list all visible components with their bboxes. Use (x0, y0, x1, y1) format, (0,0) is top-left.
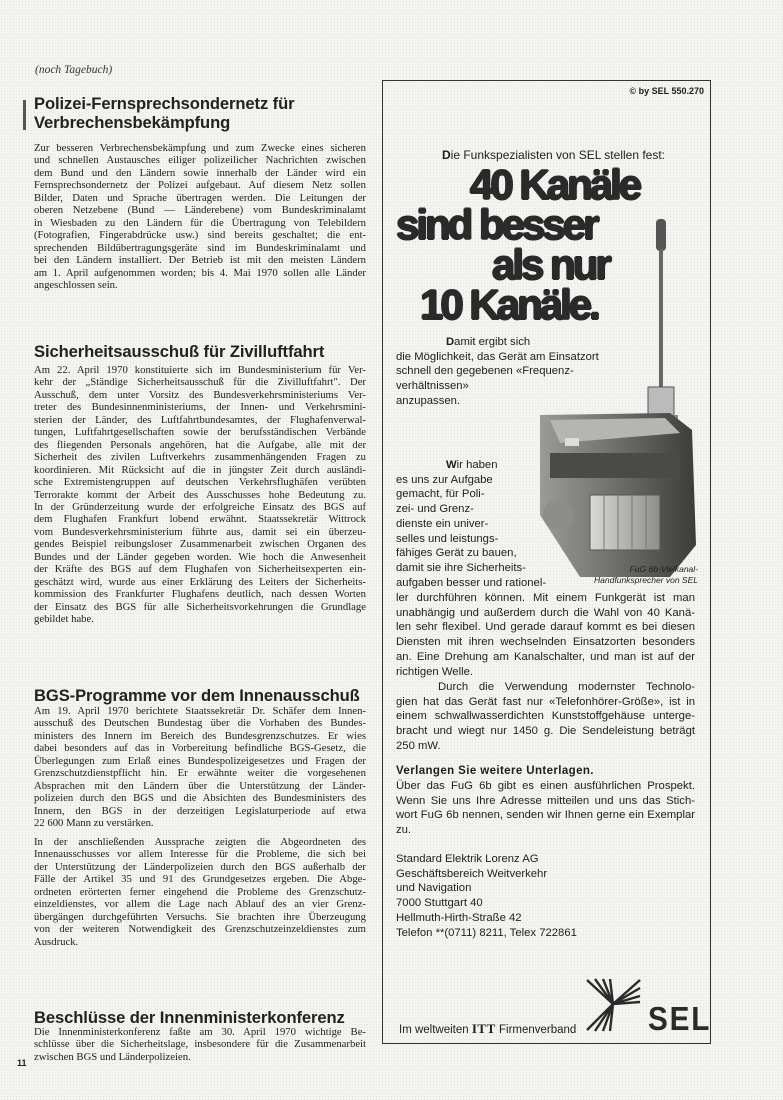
article-body-3b (34, 836, 366, 948)
text-line: oberen Netzebene (Bund — Länderebene) vom Bundeskriminalamt (34, 204, 366, 217)
text-line: bei den Ländern installiert. Der Betrieb ist mit den meisten Ländern (34, 254, 366, 267)
text-line: tungen, Luftfahrtgesellschaften sowie der berufsständischen Verbände (34, 426, 366, 439)
text-line: die Möglichkeit, das Gerät am Einsatzort (396, 350, 599, 363)
text-line: kommission des Frankfurter Flughafens deutlich, nach dessen Worten (34, 588, 366, 601)
text-line: schlüsse über die Sicherheitslage, insbesondere für die Zusammenarbeit (34, 1038, 366, 1051)
text-line: 250 mW. (396, 739, 441, 752)
text-line: bracht und wiegt nur 1450 g. Die Sendeleistung beträgt (396, 725, 695, 738)
article-body-4 (34, 1026, 366, 1063)
company-address (396, 852, 577, 940)
article-body-2 (34, 364, 366, 626)
text-line: der Unterstützung der Länderpolizeien durch den BGS außerhalb der (34, 860, 366, 873)
footer-text: Firmenverband (498, 1024, 577, 1036)
text-line: gemacht, für Poli- (396, 488, 485, 501)
text-line: Innern, den BGS in der derzeitigen Legislaturperiode auf etwa (34, 804, 366, 817)
text-line: 22 600 Mann zu verstärken. (34, 817, 154, 830)
ad-intro (442, 148, 665, 162)
text-line: es uns zur Aufgabe (396, 473, 493, 486)
text-line: kehr der „Ständige Sicherheitsausschuß für die Zivilluftfahrt". Der (34, 376, 366, 389)
caption-line: Handfunksprecher von SEL (594, 575, 698, 585)
text-line: dem Bund und den Ländern sowie innerhalb der Länder wird ein (34, 166, 366, 179)
ad-paragraph-2b (396, 591, 695, 679)
headline-line-4: 10 Kanäle. (420, 281, 598, 328)
text-line: 7000 Stuttgart 40 (396, 897, 483, 910)
text-line: der Einsatz des BGS für alle Sicherheitsvorkehrungen die Grundlage (34, 600, 366, 613)
sel-logo: SEL (648, 1000, 712, 1037)
text-line: In der anschließenden Aussprache zeigten die Abgeordneten des (34, 836, 366, 848)
headline-line-1: 40 Kanäle (470, 161, 640, 208)
text-line: und schnellen Austausches eiliger polizeilicher Nachrichten zwischen (34, 154, 366, 167)
text-line: Zur besseren Verbrechensbekämpfung und zum Zwecke eines sicheren (34, 142, 366, 154)
text-line: Wir haben (446, 459, 498, 471)
text-line: Am 19. April 1970 berichtete Staatssekretär Dr. Schäfer dem Innen- (34, 705, 366, 717)
text-line: gendes Beispiel reibungsloser Zusammenarbeit zwischen Organen des (34, 538, 366, 551)
title-line: Verbrechensbekämpfung (34, 113, 231, 132)
cta-text (396, 779, 695, 838)
text-line: Absprachen mit den Ländern über die Unterstützung der Länder- (34, 779, 366, 792)
text-line: ler durchführen können. Mit einem Funkgerät ist man (396, 592, 695, 604)
text-line: Geschäftsbereich Weitverkehr (396, 867, 548, 880)
text-line: richtigen Welle. (396, 665, 474, 678)
text-line: Ausschuß, dem unter Vorsitz des Bundesverkehrsministeriums Ver- (34, 388, 366, 401)
text-line: treter des Bundesinnenministeriums, der Innen- und Verkehrsmini- (34, 401, 366, 414)
text-line: Bundes und der Länder gegeben worden. Wie hoch die Anwesenheit (34, 550, 366, 563)
text-line: dabei besonders auf das in Vorbereitung befindliche BGS-Gesetz, die (34, 742, 366, 755)
text-line: aufgaben besser und rationel- (396, 576, 547, 589)
headline-line-3: als nur (492, 241, 609, 288)
text-line: einzeldienstes, vor allem die Lage nach Ablauf des an vier Grenz- (34, 898, 366, 911)
text-line: des fliegenden Personals angehören, hat die Aufgabe, alle mit der (34, 438, 366, 451)
text-line: In der Gründerzeitung wurde der erfolgreiche Einsatz des BGS auf (34, 500, 366, 513)
text-line: ministers des Innern im Bereich des Bundesgrenzschutzes. Er wies (34, 729, 366, 742)
text-line: sterien der Länder, des Luftfahrtbundesamtes, der Flughafenverwal- (34, 413, 366, 426)
text-line: zei- und Grenz- (396, 503, 474, 516)
text-line: fähiges Gerät zu bauen, (396, 547, 517, 560)
text-line: vom Bundesverkehrsministerium führte aus, damit sei ein überzeu- (34, 525, 366, 538)
text-line: Grenzschutzdienstpflicht hin. Er erwähnte weiter die vorgesehenen (34, 767, 366, 780)
article-title-2: Sicherheitsausschuß für Zivilluftfahrt (34, 342, 325, 361)
ad-paragraph-3 (396, 680, 695, 754)
caption-line: FuG 6b-Vielkanal- (629, 564, 698, 574)
text-line: am 1. April aufgenommen worden; bis 4. Mai 1970 sollen alle Länder (34, 266, 366, 279)
text-line: sprechenden Bildübertragungsgeräte sind im Bundeskriminalamt und (34, 241, 366, 254)
text-line: gebildet habe. (34, 613, 94, 626)
headline-line-2: sind besser (396, 201, 597, 248)
text-line: Sicherheit des zivilen Luftverkehrs zusammenhängenden Fragen zu (34, 451, 366, 464)
text-line: Standard Elektrik Lorenz AG (396, 853, 539, 865)
text-line: damit sie ihre Sicherheits- (396, 561, 526, 574)
article-title-3: BGS-Programme vor dem Innenausschuß (34, 686, 360, 705)
antenna-rod (659, 249, 663, 389)
text-line: anzupassen. (396, 394, 461, 407)
text-line: Ausdruck. (34, 935, 79, 948)
article-body-3a (34, 705, 366, 830)
text-line: Fälle der Artikel 35 und 91 des Grundgesetzes ergeben. Die Abge- (34, 873, 366, 886)
text-line: wort FuG 6b nennen, senden wir Ihnen gerne ein Exemplar (396, 809, 695, 822)
article-title-1 (34, 94, 295, 132)
section-note: (noch Tagebuch) (35, 64, 113, 76)
text-line: Fernsprechsondernetz der Polizei aufgebaut. Auf diesem Netz sollen (34, 179, 366, 192)
text-line: verhältnissen» (396, 380, 469, 393)
text-line: übergängen durchgeführten Versuchs. Sie brachten ihre Überzeugung (34, 910, 366, 923)
page-number: 11 (17, 1058, 27, 1068)
text-line: Durch die Verwendung modernster Technolo- (438, 681, 695, 693)
image-caption (572, 564, 698, 586)
sel-starburst-icon (585, 978, 645, 1038)
text-line: Überlegungen zum Erlaß eines Bundespolizeigesetzes und Fragen der (34, 754, 366, 767)
footer-text: Im weltweiten (399, 1024, 469, 1036)
text-line: Hellmuth-Hirth-Straße 42 (396, 911, 522, 924)
text-line: dienste ein univer- (396, 517, 489, 530)
text-line: sche Extremistengruppen auf deutschen Verkehrsflughäfen verübten (34, 476, 366, 489)
speaker (543, 500, 573, 530)
article-body-1 (34, 142, 366, 291)
text-line: dem Flughafen Frankfurt lobend erwähnt. Staatssekretär Wittrock (34, 513, 366, 526)
ad-paragraph-1 (396, 335, 599, 409)
margin-mark (23, 100, 26, 130)
text-line: von der weiteren Notwendigkeit des Grenzschutzeinzeldienstes zum (34, 923, 366, 936)
text-line: zu. (396, 824, 412, 837)
itt-logo: ITT (471, 1021, 496, 1036)
text-line: Terrorakte kommt der Arbeit des Ausschusses hohe Bedeutung zu. (34, 488, 366, 501)
text-line: koordinieren. Mit Rücksicht auf die in jüngster Zeit durch ausländi- (34, 463, 366, 476)
text-line: Damit ergibt sich (446, 336, 531, 348)
text-line: Über das FuG 6b gibt es einen ausführlichen Prospekt. (396, 780, 695, 792)
ad-paragraph-2a (396, 458, 546, 590)
text-line: Wenn Sie uns Ihre Adresse mitteilen und uns das Stich- (396, 794, 695, 807)
text-line: selles und leistungs- (396, 532, 499, 545)
text-line: einem schwallwasserdichten Kunststoffgehäuse unterge- (396, 710, 695, 723)
title-line: Polizei-Fernsprechsondernetz für (34, 94, 295, 113)
text-line: Innenausschusses vor allem Interesse für die Probleme, die sich bei (34, 848, 366, 861)
ad-footer (399, 1021, 576, 1037)
text-line: schnell den gegebenen «Frequenz- (396, 365, 574, 378)
lead-letter: D (446, 336, 455, 348)
text-line: Bilder, Daten und Sprache übertragen werden. Die Leitungen der (34, 191, 366, 204)
text-line: in Wiesbaden zu den Ländern für die Übertragung von Telebildern (34, 216, 366, 229)
ad-copyright: © by SEL 550.270 (629, 86, 704, 96)
ad-intro-text: Die Funkspezialisten von SEL stellen fest: (442, 148, 666, 162)
text-line: Diensten mit ihren wechselnden Einsatzorten besonders (396, 636, 695, 649)
text-line: len sehr flexibel. Und gerade darauf kommt es bei diesen (396, 621, 695, 634)
text-line: geschätzt wird, wurde aus einer Erklärung des Leiters der Sicherheits- (34, 575, 366, 588)
cta-title: Verlangen Sie weitere Unterlagen. (396, 765, 594, 777)
text-line: Die Innenministerkonferenz faßte am 30. April 1970 wichtige Be- (34, 1026, 366, 1038)
text-line: der Kräfte des BGS auf dem Flughafen von Sicherheitsexperten ein- (34, 563, 366, 576)
text-line: zwischen BGS und Länderpolizeien. (34, 1050, 191, 1063)
text-line: angeschlossen sein. (34, 278, 118, 291)
article-title-4: Beschlüsse der Innenministerkonferenz (34, 1008, 345, 1027)
text-line: Telefon **(0711) 8211, Telex 722861 (396, 926, 577, 939)
lead-letter: W (446, 459, 457, 471)
text-line: ordneten erörterten ferner eingehend die Probleme des Grenzschutz- (34, 885, 366, 898)
text-line: Am 22. April 1970 konstituierte sich im Bundesministerium für Ver- (34, 364, 366, 376)
text-line: (Fotografien, Fingerabdrücke usw.) sind bereits geschaltet; die ent- (34, 229, 366, 242)
text-line: unabhängig und außerdem durch die Wahl von 40 Kanä- (396, 606, 695, 619)
text-line: und Navigation (396, 882, 472, 895)
text-line: gien hat das Gerät fast nur «Telefonhörer-Größe», ist in (396, 695, 695, 708)
text-line: polizeien durch den BGS und die Absichten des Bundesministers des (34, 792, 366, 805)
text-line: an. Eine Drehung am Kanalschalter, und man ist auf der (396, 650, 695, 663)
text-line: ausschuß des Deutschen Bundestag über die Vorhaben des Bundes- (34, 717, 366, 730)
keypad (590, 495, 660, 550)
antenna-tip (656, 219, 666, 251)
